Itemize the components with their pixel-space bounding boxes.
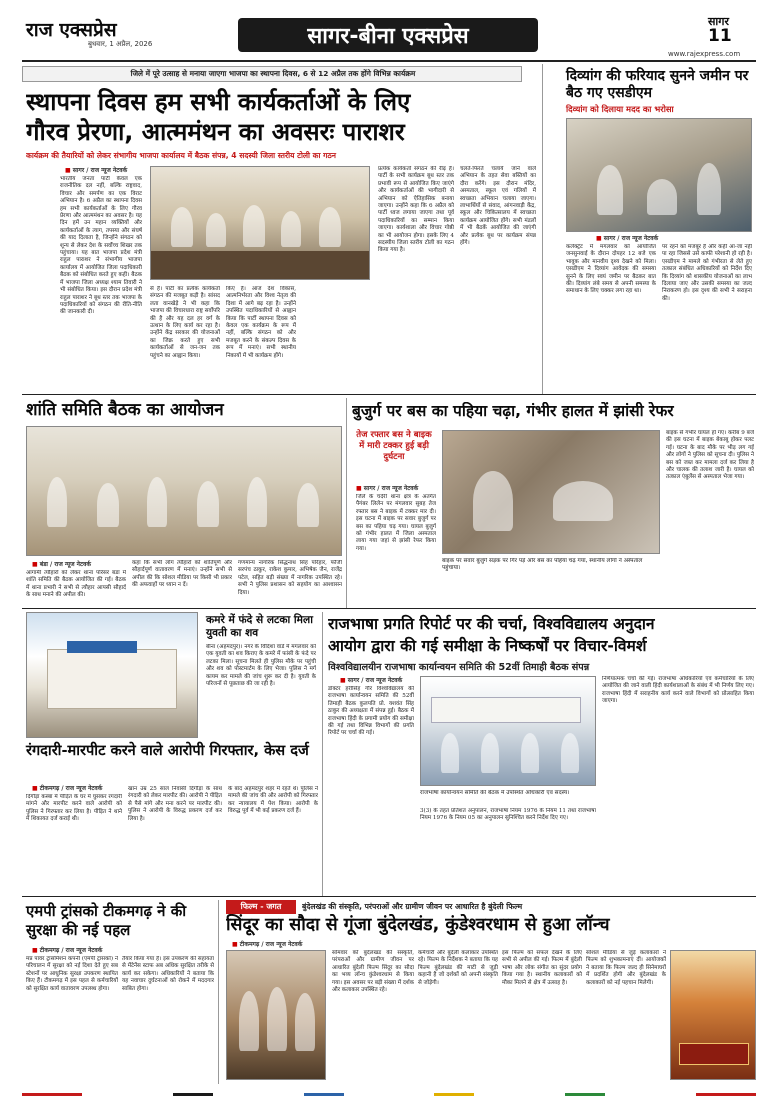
- lead-col-2: से है। पार्टी का प्रत्येक कार्यकर्ता संगठन की मजबूत कड़ी है। सांसद लता वानखेड़े ने भी कहा कि भाजपा की विचारधारा राष्ट्र सर्वोपरि की है और यह दल हर वर्ग के उत्थान के लिए कार्य कर रहा है। उन्होंने केंद्र सरकार की योजनाओं का जिक्र करते हुए सभी कार्यकर्ताओं से जन-जन तक पहुंचने का आह्वान किया।: [150, 286, 220, 359]
- arrest-col-1: दिगौड़ा कस्बा में पीड़ित के घर में घुसकर रंगदारी मांगने और मारपीट करने वाले आरोपी को पुलिस ने गिरफ्तार कर लिया है। पीड़ित ने थाने में शिकायत दर्ज कराई थी।: [26, 794, 122, 823]
- divider-vertical-film: [218, 900, 219, 1084]
- lead-byline: ■ सागर / राज न्यूज नेटवर्क: [65, 167, 128, 174]
- masthead-rule: [22, 60, 756, 62]
- rajbhasha-caption: राजभाषा कार्यान्वयन समिति की बैठक में उपस्थित अधिकारी एवं सदस्य।: [420, 790, 570, 796]
- divyang-col-1: कलेक्ट्रेट में मंगलवार को आयोजित जनसुनवाई के दौरान दोपहर 12 बजे एक भावुक और मानवीय दृश्य देखने को मिला। एसडीएम ने दिव्यांग आवेदक की समस्या सुनने के लिए स्वयं जमीन पर बैठकर बात की। दिव्यांग लंबे समय से अपनी समस्या के समाधान के लिए चक्कर लगा रहा था।: [566, 244, 656, 295]
- shanti-col-1: आगामी त्यौहारों को लेकर थाना परिसर बंडा में शांति समिति की बैठक आयोजित की गई। बैठक में थाना प्रभारी ने सभी से त्यौहार आपसी सौहार्द के साथ मनाने की अपील की।: [26, 570, 126, 599]
- lead-headline-1: स्थापना दिवस हम सभी कार्यकर्ताओं के लिए: [26, 88, 411, 116]
- rajbhasha-headline-2: आयोग द्वारा की गई समीक्षा के निष्कर्षों पर विचार-विमर्श: [328, 637, 647, 655]
- film-headline: सिंदूर का सौदा से गूंजा बुंदेलखंड, कुंडेश्वरधाम से हुआ लॉन्च: [226, 915, 610, 935]
- divyang-headline: दिव्यांग की फरियाद सुनने जमीन पर बैठ गए एसडीएम: [566, 68, 749, 101]
- film-label: फिल्म - जगत: [240, 902, 282, 911]
- shanti-photo: [26, 426, 342, 556]
- divyang-byline: ■ सागर / राज न्यूज नेटवर्क: [596, 235, 659, 242]
- arrest-byline: ■ टीकमगढ़ / राज न्यूज नेटवर्क: [32, 785, 103, 792]
- bus-photo: [442, 430, 660, 554]
- rajbhasha-col-2: 3(3) के तहत प्रतिशत अनुपालन, राजभाषा नियम 1976 के नियम 11 तथा राजभाषा नियम 1976 के नियम 05 का अनुपालन सुनिश्चित करने निर्देश दिए गए।: [420, 808, 596, 822]
- divyang-subhead: दिव्यांग को दिलाया मदद का भरोसा: [566, 104, 674, 114]
- divider-1: [22, 394, 756, 395]
- mp-headline: एमपी ट्रांसको टीकमगढ़ ने की सुरक्षा की नई पहल: [26, 902, 187, 939]
- footer-bar: [22, 1090, 756, 1098]
- lead-col-1: भारतीय जनता पार्टी केवल एक राजनीतिक दल नहीं, बल्कि राष्ट्रवाद, विचार और समर्पण का एक विराट अभियान है। 6 अप्रैल का स्थापना दिवस हम सभी कार्यकर्ताओं के लिए गौरव प्रेरणा और आत्ममंथन का अवसर है। यह दिन हमें उन महान व्यक्तियों और कार्यकर्ताओं के त्याग, तपस्या और संघर्ष की याद दिलाता है, जिन्होंने संगठन को शून्य से लेकर देश के सर्वोच्च शिखर तक पहुंचाया। यह बात भाजपा प्रदेश मंत्री राहुल पाराशर ने संभागीय भाजपा कार्यालय में आयोजित जिला पदाधिकारी बैठक को संबोधित करते हुए कही। बैठक में भाजपा जिला अध्यक्ष श्याम तिवारी ने भी संबोधित किया। इस दौरान प्रदेश मंत्री राहुल पाराशर ने बूथ स्तर तक भाजपा के पदाधिकारियों को संगठन की रीति-नीति की जानकारी दी।: [60, 176, 142, 316]
- film-col-3: इस फिल्म को सफल देखने के लिए सभी से अपील की गई। फिल्म में बुंदेली भाषा और लोक संगीत का सुंदर प्रयोग किया गया है। स्थानीय कलाकारों को मौका मिलने से क्षेत्र में उत्साह है।: [502, 950, 582, 986]
- bus-headline: बुजुर्ग पर बस का पहिया चढ़ा, गंभीर हालत में झांसी रेफर: [352, 402, 674, 420]
- film-col-1: सोमवार को बुंदेलखंड की संस्कृति, परंपराओं और ग्रामीण जीवन पर आधारित बुंदेली फिल्म सिंदूर का सौदा का भव्य लॉन्च कुंडेश्वरधाम से किया गया। इस अवसर पर बड़ी संख्या में दर्शक और कलाकार उपस्थित रहे।: [332, 950, 414, 994]
- rajbhasha-byline: ■ सागर / राज न्यूज नेटवर्क: [340, 677, 403, 684]
- page-number: 11: [708, 26, 732, 46]
- rajbhasha-photo: [420, 676, 596, 786]
- mp-col-1: मप्र पावर ट्रांसमिशन कंपनी (एमपी ट्रांसको) ने परिचालन में सुरक्षा को नई दिशा देते हुए सब स्टेशनों पर आधुनिक सुरक्षा उपकरण स्थापित किए हैं। टीकमगढ़ में इस पहल से कर्मचारियों को सुरक्षित कार्य वातावरण उपलब्ध होगा।: [26, 956, 118, 992]
- lead-headline-2: गौरव प्रेरणा, आत्ममंथन का अवसरः पाराशर: [26, 118, 405, 146]
- rajbhasha-col-1: डॉक्टर हरीसिंह गौर विश्वविद्यालय की राजभाषा कार्यान्वयन समिति की 52वीं तिमाही बैठक कुलपति प्रो. यशवंत सिंह ठाकुर की अध्यक्षता में संपन्न हुई। बैठक में राजभाषा हिंदी के प्रगामी प्रयोग की समीक्षा की गई तथा विभिन्न विभागों की प्रगति रिपोर्ट पर चर्चा की गई।: [328, 686, 414, 737]
- body-headline: कमरे में फंदे से लटका मिला युवती का शव: [206, 614, 313, 639]
- bus-caption: बाइक पर सवार बुजुर्ग सड़क पर गिर पड़े और बस का पहिया चढ़ गया, स्थानीय लोगों ने अस्पताल पहुंचाया।: [442, 558, 643, 571]
- issue-date: बुधवार, 1 अप्रैल, 2026: [88, 40, 153, 48]
- arrest-col-2: खान उम्र 25 साल निवासी दिगौड़ा के साथ रंगदारी को लेकर मारपीट की। आरोपी ने पीड़ित से पैसे मांगे और मना करने पर मारपीट की। पुलिस ने आरोपी के विरुद्ध प्रकरण दर्ज कर लिया है।: [128, 786, 222, 822]
- website: www.rajexpress.com: [668, 50, 741, 58]
- film-kicker: बुंदेलखंड की संस्कृति, परंपराओं और ग्रामीण जीवन पर आधारित है बुंदेली फिल्म: [302, 902, 523, 911]
- police-station-photo: [26, 612, 198, 738]
- lead-col-5: चलते-फिरते चलाये जाने वाले अभियान के तहत सेवा बस्तियों का दौरा करेंगे। इस दौरान मंदिर, अस्पताल, स्कूल एवं गलियों में स्वच्छता अभियान चलाया जाएगा। लाभार्थियों से संवाद, आंगनवाड़ी केंद्र, स्कूल और चिकित्सालय में स्वच्छता कार्यक्रम आयोजित होंगे। सभी मंडलों में भी बैठकें आयोजित की जाएंगी और प्रत्येक बूथ पर कार्यक्रम संपन्न होंगे।: [460, 166, 536, 247]
- divider-2: [22, 608, 756, 609]
- arrest-col-3: के बाद अहमदपुर शहर में रहते थे। पुलिस ने मामले की जांच की और आरोपी को गिरफ्तार कर न्यायालय में पेश किया। आरोपी के विरुद्ध पूर्व में भी कई प्रकरण दर्ज हैं।: [228, 786, 318, 815]
- shanti-byline: ■ बंडा / राज न्यूज नेटवर्क: [32, 561, 91, 568]
- lead-col-4: प्रत्येक कार्यकर्ता संगठन की रीढ़ है। पार्टी के सभी कार्यक्रम बूथ स्तर तक प्रभावी रूप से आयोजित किए जाएंगे और कार्यकर्ताओं की भागीदारी से अभियान को ऐतिहासिक बनाया जाएगा। उन्होंने कहा कि 6 अप्रैल को पार्टी ध्वज लगाया जाएगा तथा पूर्व पदाधिकारियों का सम्मान किया जाएगा। कार्यशाला और विचार गोष्ठी का भी आयोजन होगा। इसके लिए 4 सदस्यीय जिला स्तरीय टोली का गठन किया गया है।: [378, 166, 454, 254]
- lead-col-3: किए हैं। आज देश विकास, आत्मनिर्भरता और विश्व नेतृत्व की दिशा में आगे बढ़ रहा है। उन्होंने उपस्थित पदाधिकारियों से आह्वान किया कि पार्टी स्थापना दिवस को केवल एक कार्यक्रम के रूप में नहीं, बल्कि संगठन को और मजबूत करने के संकल्प दिवस के रूप में मनाएं। सभी स्थानीय निकायों में भी कार्यक्रम होंगे।: [226, 286, 296, 359]
- bus-subhead: तेज रफ्तार बस ने बाइक में मारी टक्कर हुई बड़ी दुर्घटना: [356, 430, 432, 462]
- lead-photo: [150, 166, 370, 280]
- shanti-headline: शांति समिति बैठक का आयोजन: [26, 400, 224, 420]
- body-text: बीना (अहमदपुर)। नगर के विदिशा वार्ड में मंगलवार को एक युवती का शव किराए के कमरे में फांसी के फंदे पर लटका मिला। सूचना मिलते ही पुलिस मौके पर पहुंची और शव को पोस्टमार्टम के लिए भेजा। पुलिस ने मर्ग कायम कर मामले की जांच शुरू कर दी है। युवती के परिजनों से पूछताछ की जा रही है।: [206, 644, 316, 688]
- rajbhasha-headline-1: राजभाषा प्रगति रिपोर्ट पर की चर्चा, विश्वविद्यालय अनुदान: [328, 615, 655, 633]
- arrest-headline: रंगदारी-मारपीट करने वाले आरोपी गिरफ्तार, केस दर्ज: [26, 742, 309, 759]
- divider-vertical-mid: [346, 398, 347, 608]
- shanti-col-2: कहा कि सभी लोग त्यौहारों को शांतिपूर्ण और सौहार्दपूर्ण वातावरण में मनाएं। उन्होंने सभी से अपील की कि सोशल मीडिया पर किसी भी प्रकार की अफवाहों पर ध्यान न दें।: [132, 560, 232, 589]
- masthead: [0, 0, 778, 60]
- mp-byline: ■ टीकमगढ़ / राज न्यूज नेटवर्क: [32, 947, 103, 954]
- shanti-col-3: गणमान्य नागरिक सिद्धनाथ सिंह परिहार, फौजी सरपंच ठाकुर, राकेश कुमार, अभिषेक जैन, राजेंद्र पटेल, सहित बड़ी संख्या में नागरिक उपस्थित रहे। सभी ने पुलिस प्रशासन को सहयोग का आश्वासन दिया।: [238, 560, 342, 596]
- film-photo-1: [226, 950, 326, 1080]
- rajbhasha-col-3: निर्णयात्मक चर्चा की गई। राजभाषा अधिकारियों एवं कर्मचारियों के लिए आयोजित की जाने वाली हिंदी कार्यशालाओं के संबंध में भी निर्णय लिए गए। राजभाषा हिंदी में सराहनीय कार्य करने वाले विभागों को प्रोत्साहित किया जाएगा।: [602, 676, 754, 705]
- divider-vertical-right: [542, 64, 543, 394]
- mp-col-2: तैयार किया गया है। इस उपकरण की सहायता से मेंटेनेंस स्टाफ अब अधिक सुरक्षित तरीके से कार्य कर सकेगा। अधिकारियों ने बताया कि यह नवाचार दुर्घटनाओं को रोकने में मददगार साबित होगा।: [122, 956, 214, 992]
- film-byline: ■ टीकमगढ़ / राज न्यूज नेटवर्क: [232, 941, 303, 948]
- divider-vertical-rajbhasha: [322, 612, 323, 896]
- bus-col-1: जिले के चंदेरी थाना क्षेत्र के अंतर्गत पैगंबर लिलेन पर मंगलवार सुबह तेज रफ्तार बस ने बाइक में टक्कर मार दी। इस घटना में बाइक पर सवार बुजुर्ग पर बस का पहिया चढ़ गया। घायल बुजुर्ग को गंभीर हालत में जिला अस्पताल लाया गया जहां से झांसी रेफर किया गया।: [356, 494, 436, 552]
- city-label: सागर: [708, 15, 729, 28]
- divyang-col-2: पर रहने को मजबूर है और कहीं आ-जा नहीं पा रहा जिससे उसे काफी परेशानी हो रही है। एसडीएम ने मामले को गंभीरता से लेते हुए तत्काल संबंधित अधिकारियों को निर्देश दिए कि दिव्यांग को शासकीय योजनाओं का लाभ दिलाया जाए और उसकी समस्या का जल्द निराकरण हो। इस दृश्य की सभी ने सराहना की।: [662, 244, 752, 302]
- film-col-4: सोशल मीडिया से जुड़े कलाकारों ने फिल्म को शुभकामनाएं दीं। आयोजकों ने बताया कि फिल्म जल्द ही सिनेमाघरों में प्रदर्शित होगी और बुंदेलखंड के कलाकारों को नई पहचान मिलेगी।: [586, 950, 666, 986]
- brand-name: राज एक्सप्रेस: [26, 19, 117, 41]
- lead-kicker: जिले में पूरे उत्साह से मनाया जाएगा भाजपा का स्थापना दिवस, 6 से 12 अप्रैल तक होंगे विभिन्न कार्यक्रम: [130, 69, 416, 78]
- divyang-photo: [566, 118, 752, 232]
- section-title: सागर-बीना एक्सप्रेस: [307, 24, 469, 49]
- bus-col-2: बाइक से गंभीर घायल हो गए। करीब 9 बजे की इस घटना में बाइक बेकाबू होकर पलट गई। घटना के बाद मौके पर भीड़ लग गई और लोगों ने पुलिस को सूचना दी। पुलिस ने बस को जब्त कर मामला दर्ज कर लिया है और चालक की तलाश जारी है। घायल को तत्काल एंबुलेंस से अस्पताल भेजा गया।: [666, 430, 754, 481]
- lead-subhead: कार्यक्रम की तैयारियों को लेकर संभागीय भाजपा कार्यालय में बैठक संपन्न, 4 सदस्यी जिला स्तरीय टोली का गठन: [26, 151, 337, 160]
- film-poster: [670, 950, 756, 1080]
- rajbhasha-subhead: विश्वविद्यालयीन राजभाषा कार्यान्वयन समिति की 52वीं तिमाही बैठक संपन्न: [328, 662, 590, 673]
- divider-3: [22, 896, 756, 897]
- film-col-2: कर्मचारी और बुंदेली कलाकार उपस्थित रहे। फिल्म के निर्देशक ने बताया कि यह फिल्म बुंदेलखंड की माटी से जुड़ी कहानी है जो दर्शकों को अपनी संस्कृति से जोड़ेगी।: [418, 950, 498, 986]
- bus-byline: ■ सागर / राज न्यूज नेटवर्क: [356, 485, 419, 492]
